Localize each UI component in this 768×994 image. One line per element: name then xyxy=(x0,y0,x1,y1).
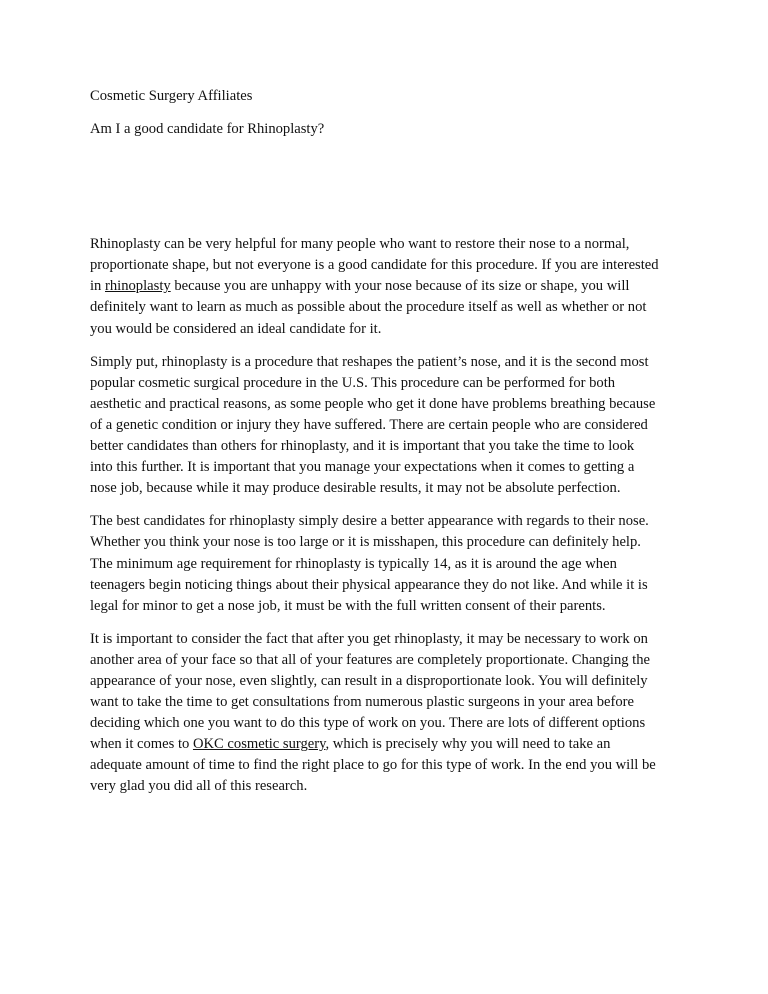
text-line: definitely want to learn as much as possible about the procedure itself as well as whether or not xyxy=(90,299,647,316)
text-line: Simply put, rhinoplasty is a procedure that reshapes the patient’s nose, and it is the second most xyxy=(90,353,649,370)
text-line: appearance of your nose, even slightly, can result in a disproportionate look. You will definitely xyxy=(90,672,648,689)
text-line: Rhinoplasty can be very helpful for many people who want to restore their nose to a normal, xyxy=(90,236,630,253)
text-line: very glad you did all of this research. xyxy=(90,778,308,795)
text-segment: when it comes to xyxy=(90,736,193,753)
text-line xyxy=(90,734,690,755)
text-segment: in xyxy=(90,278,105,295)
text-segment: because you are unhappy with your nose because of its size or shape, you will xyxy=(170,278,630,295)
text-line: legal for minor to get a nose job, it must be with the full written consent of their parents. xyxy=(90,597,606,614)
body-paragraph xyxy=(90,511,690,616)
text-line: It is important to consider the fact that after you get rhinoplasty, it may be necessary to work on xyxy=(90,630,648,647)
text-line: teenagers begin noticing things about their physical appearance they do not like. And while it is xyxy=(90,576,648,593)
document-title: Am I a good candidate for Rhinoplasty? xyxy=(90,121,325,138)
inline-link[interactable]: rhinoplasty xyxy=(105,278,171,295)
text-line: into this further. It is important that you manage your expectations when it comes to getting a xyxy=(90,459,635,476)
paragraphs xyxy=(90,234,690,797)
body-paragraph xyxy=(90,352,690,500)
text-line: want to take the time to get consultations from numerous plastic surgeons in your area before xyxy=(90,694,635,711)
blank-space xyxy=(90,152,690,234)
company-name: Cosmetic Surgery Affiliates xyxy=(90,88,253,104)
text-line: popular cosmetic surgical procedure in the U.S. This procedure can be performed for both xyxy=(90,374,616,391)
text-line: another area of your face so that all of your features are completely proportionate. Changing the xyxy=(90,651,651,668)
text-line xyxy=(90,276,690,297)
text-line: deciding which one you want to do this type of work on you. There are lots of different options xyxy=(90,715,646,732)
text-line: better candidates than others for rhinoplasty, and it is important that you take the time to look xyxy=(90,438,635,455)
text-line: The minimum age requirement for rhinoplasty is typically 14, as it is around the age when xyxy=(90,555,617,572)
text-line: nose job, because while it may produce desirable results, it may not be absolute perfection. xyxy=(90,480,621,497)
body-paragraph xyxy=(90,234,690,339)
text-line: aesthetic and practical reasons, as some people who get it done have problems breathing because xyxy=(90,395,656,412)
text-line: Whether you think your nose is too large or it is misshapen, this procedure can definitely help. xyxy=(90,534,641,551)
text-line: adequate amount of time to find the right place to go for this type of work. In the end you will be xyxy=(90,757,656,774)
text-line: The best candidates for rhinoplasty simply desire a better appearance with regards to their nose. xyxy=(90,513,649,530)
document-body xyxy=(90,86,690,810)
text-line: you would be considered an ideal candidate for it. xyxy=(90,320,382,337)
text-line: proportionate shape, but not everyone is a good candidate for this procedure. If you are interested xyxy=(90,257,659,274)
inline-link[interactable]: OKC cosmetic surgery xyxy=(192,736,326,753)
text-segment: , which is precisely why you will need to take an xyxy=(325,736,611,753)
body-paragraph xyxy=(90,629,690,798)
text-line: of a genetic condition or injury they have suffered. There are certain people who are considered xyxy=(90,416,648,433)
